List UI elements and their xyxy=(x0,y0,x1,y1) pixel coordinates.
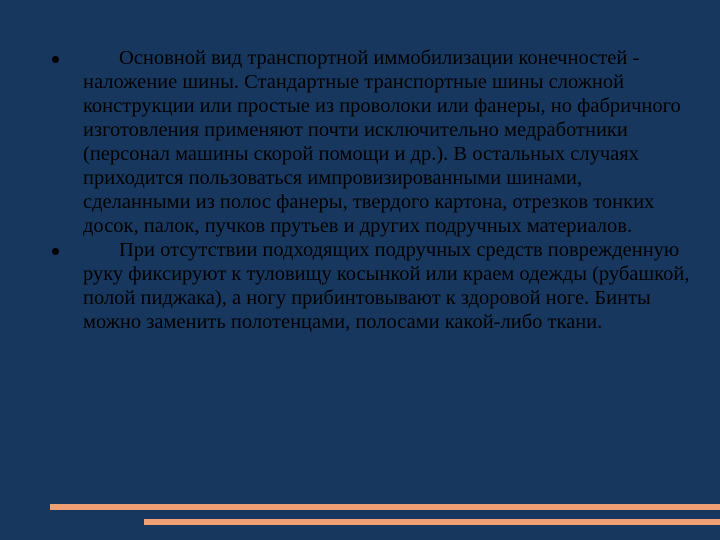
bullet-text: Основной вид транспортной иммобилизации конечностей - наложение шины. Стандартные транспортные шины сложной конструкции или простые из проволоки или фанеры, но фабричного изготовления применяют почти исключительно медработники (персонал машины скорой помощи и др.). В остальных случаях приходится пользоваться импровизированными шинами, сделанными из полос фанеры, твердого картона, отрезков тонких досок, палок, пучков прутьев и других подручных материалов. xyxy=(83,47,681,237)
decorative-stripe-top xyxy=(50,504,720,510)
decorative-stripe-bottom xyxy=(144,519,720,525)
bullet-item xyxy=(52,238,692,334)
bullet-item xyxy=(52,46,692,238)
slide-content xyxy=(52,46,692,334)
bullet-dot-icon xyxy=(52,56,59,63)
bullet-text: При отсутствии подходящих подручных средств поврежденную руку фиксируют к туловищу косынкой или краем одежды (рубашкой, полой пиджака), а ногу прибинтовывают к здоровой ноге. Бинты можно заменить полотенцами, полосами какой-либо ткани. xyxy=(83,239,690,333)
bullet-dot-icon xyxy=(52,248,59,255)
